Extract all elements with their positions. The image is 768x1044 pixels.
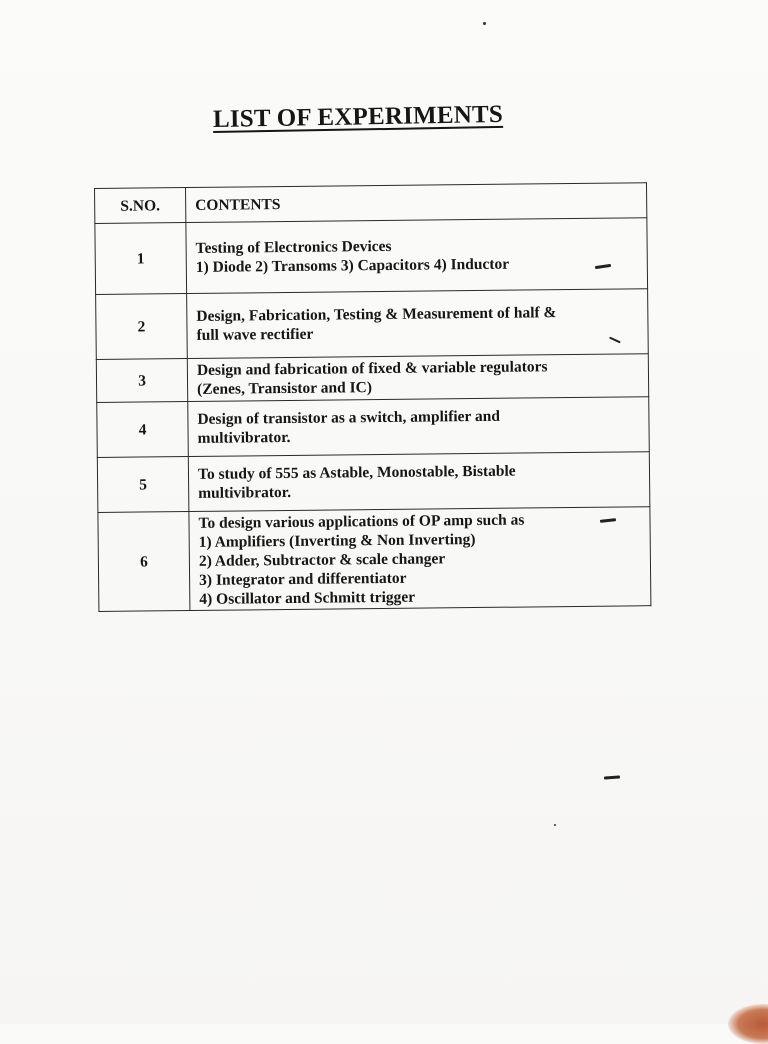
table-row — [97, 452, 650, 513]
content-line: (Zenes, Transistor and IC) — [197, 379, 373, 398]
content-line: 1) Amplifiers (Inverting & Non Inverting) — [198, 530, 476, 551]
speck — [554, 824, 556, 826]
content-line: 4) Oscillator and Schmitt trigger — [199, 588, 416, 608]
table-row — [98, 507, 651, 612]
row-sno: 1 — [95, 223, 187, 295]
content-line: multivibrator. — [197, 428, 291, 447]
content-line: Design, Fabrication, Testing & Measurement of half & — [196, 304, 557, 325]
table-row — [96, 289, 649, 360]
content-line: Design of transistor as a switch, amplifier and — [197, 407, 501, 428]
row-sno: 5 — [97, 457, 189, 513]
row-sno: 3 — [96, 359, 187, 403]
table-header-row — [95, 183, 647, 224]
row-contents — [188, 452, 650, 512]
content-line: 3) Integrator and differentiator — [199, 569, 407, 589]
content-line: To study of 555 as Astable, Monostable, Bistable — [197, 462, 516, 483]
content-line: Design and fabrication of fixed & variable regulators — [196, 358, 548, 379]
row-sno: 2 — [96, 294, 188, 360]
table-row — [97, 397, 650, 458]
row-contents — [187, 354, 648, 402]
corner-smudge — [728, 1004, 768, 1044]
content-line: 1) Diode 2) Transoms 3) Capacitors 4) Inductor — [195, 255, 510, 276]
row-contents — [187, 289, 649, 359]
content-line: Testing of Electronics Devices — [195, 237, 392, 257]
row-sno: 6 — [98, 512, 190, 612]
page-title: LIST OF EXPERIMENTS — [212, 100, 504, 133]
row-sno: 4 — [97, 402, 189, 458]
pen-mark — [604, 775, 620, 779]
header-contents: CONTENTS — [186, 183, 647, 223]
content-line: 2) Adder, Subtractor & scale changer — [198, 549, 446, 570]
row-contents — [188, 397, 650, 457]
row-contents — [189, 507, 651, 611]
content-line: multivibrator. — [198, 483, 292, 502]
speck — [483, 22, 486, 25]
content-line: full wave rectifier — [196, 325, 314, 344]
experiments-table — [94, 182, 651, 612]
table-row — [96, 354, 648, 403]
content-line: To design various applications of OP amp such as — [198, 511, 525, 532]
experiments-table-wrapper — [94, 182, 651, 612]
table-row — [95, 218, 648, 295]
row-contents — [186, 218, 648, 294]
header-sno: S.NO. — [95, 188, 186, 224]
